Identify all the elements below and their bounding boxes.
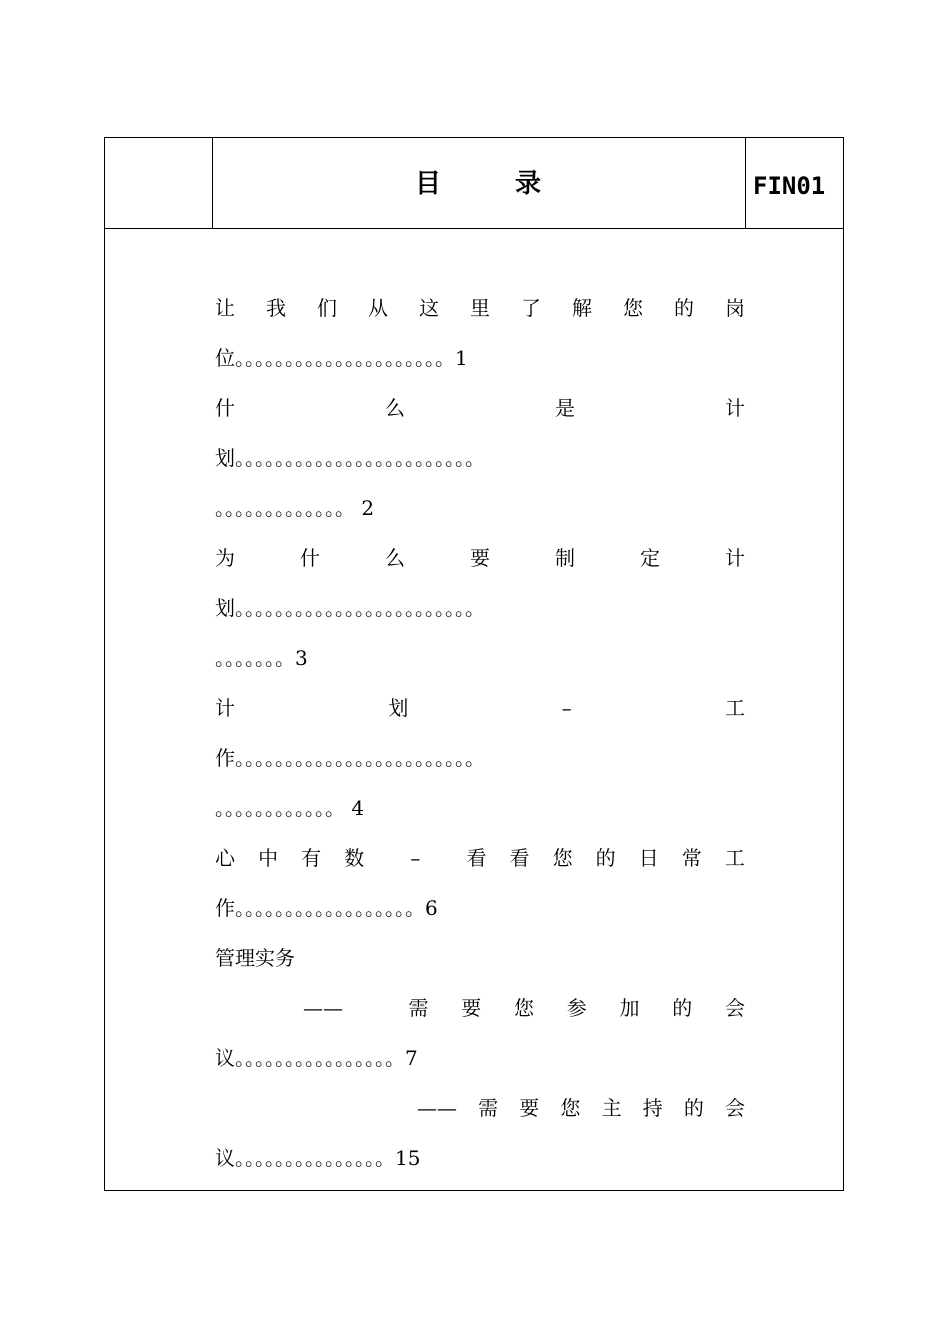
toc-title-char: 么 [385, 396, 405, 420]
toc-title-char: 工 [724, 696, 745, 720]
toc-title-char: 看 [466, 846, 487, 870]
toc-entry-leader: 。。。。。。。。。。。。 4 [215, 796, 365, 820]
toc-title-char: 制 [555, 546, 575, 570]
toc-entry-leader: 作。。。。。。。。。。。。。。。。。。。。。。。。 [215, 746, 485, 770]
toc-title-char: 您 [623, 296, 643, 320]
document-code: FIN01 [753, 172, 826, 200]
toc-title-char: 工 [724, 846, 745, 870]
toc-title-char: 里 [470, 296, 490, 320]
toc-title-char: – [410, 846, 421, 870]
toc-title-char: 主 [601, 1096, 622, 1120]
toc-title-char: 什 [300, 546, 320, 570]
toc-entry-leader: 议。。。。。。。。。。。。。。。。7 [215, 1046, 418, 1070]
toc-title-char: 解 [572, 296, 592, 320]
toc-title-char: 计 [725, 396, 745, 420]
toc-title-char: 您 [552, 846, 573, 870]
toc-title-char: 的 [683, 1096, 704, 1120]
toc-title-char: – [561, 696, 572, 720]
header-code-cell [746, 138, 843, 228]
toc-title-char: 参 [566, 996, 587, 1020]
toc-title-char: 了 [521, 296, 541, 320]
toc-title-char: —— [417, 1096, 457, 1120]
toc-title-char: 要 [461, 996, 482, 1020]
toc-title-char: —— [303, 996, 343, 1020]
toc-title-char: 岗 [725, 296, 745, 320]
toc-title-char: 持 [642, 1096, 663, 1120]
toc-entry[interactable] [215, 933, 745, 983]
header-row [105, 138, 843, 229]
toc-entry[interactable] [215, 283, 745, 383]
toc-entry-leader: 划。。。。。。。。。。。。。。。。。。。。。。。。 [215, 446, 485, 470]
toc-entry-leader: 划。。。。。。。。。。。。。。。。。。。。。。。。 [215, 596, 485, 620]
toc-title-char: 的 [672, 996, 693, 1020]
toc-title-char: 计 [725, 546, 745, 570]
toc-title-char: 要 [470, 546, 490, 570]
toc-entry-leader: 。。。。。。。3 [215, 646, 308, 670]
toc-title-char: 们 [317, 296, 337, 320]
document-frame [104, 137, 844, 1191]
toc-title-char: 计 [215, 696, 235, 720]
toc-title-char: 什 [215, 396, 235, 420]
toc-title-char: 心 [215, 846, 235, 870]
toc-heading: 管理实务 [215, 946, 295, 970]
toc-entry[interactable] [215, 383, 745, 533]
toc-title-char: 需 [478, 1096, 499, 1120]
header-title-cell [213, 138, 746, 228]
toc-title-char: 需 [408, 996, 429, 1020]
toc-entry-leader: 议。。。。。。。。。。。。。。。15 [215, 1146, 421, 1170]
toc-title-char: 看 [509, 846, 530, 870]
toc-title-char: 要 [519, 1096, 540, 1120]
title-char-1: 目 [415, 169, 442, 199]
title-char-2: 录 [515, 169, 542, 199]
toc-title-char: 您 [560, 1096, 581, 1120]
toc-entry-title [215, 1083, 745, 1133]
toc-entry-leader: 位。。。。。。。。。。。。。。。。。。。。。1 [215, 346, 468, 370]
toc-title-char: 这 [419, 296, 439, 320]
toc-title-char: 定 [640, 546, 660, 570]
toc-title-char: 会 [724, 1096, 745, 1120]
toc-title-char: 为 [215, 546, 235, 570]
toc-title-char: 是 [555, 396, 575, 420]
toc-entry[interactable] [215, 533, 745, 683]
toc-title-char: 的 [595, 846, 616, 870]
toc-title-char: 中 [258, 846, 279, 870]
toc-entry-title [215, 383, 745, 433]
toc-title-char: 您 [514, 996, 534, 1020]
page-title [213, 168, 745, 200]
toc-title-char: 数 [344, 846, 365, 870]
toc-title-char: 会 [725, 996, 745, 1020]
toc-title-char: 有 [301, 846, 322, 870]
toc-title-char: 从 [368, 296, 388, 320]
toc-entry[interactable] [215, 983, 745, 1083]
toc-title-char: 加 [619, 996, 640, 1020]
toc-entry[interactable] [215, 1083, 745, 1183]
toc-entry[interactable] [215, 833, 745, 933]
table-of-contents [215, 283, 745, 1183]
toc-entry[interactable] [215, 683, 745, 833]
toc-title-char: 常 [681, 846, 702, 870]
toc-title-char: 的 [674, 296, 694, 320]
toc-entry-title [215, 683, 745, 733]
toc-entry-title [215, 983, 745, 1033]
toc-title-char: 日 [638, 846, 659, 870]
toc-title-char: 让 [215, 296, 235, 320]
toc-entry-title [215, 833, 745, 883]
toc-title-char: 么 [385, 546, 405, 570]
toc-title-char: 我 [266, 296, 286, 320]
toc-title-char: 划 [388, 696, 409, 720]
toc-entry-leader: 。。。。。。。。。。。。。 2 [215, 496, 375, 520]
toc-entry-title [215, 283, 745, 333]
toc-entry-leader: 作。。。。。。。。。。。。。。。。。。6 [215, 896, 438, 920]
toc-entry-title [215, 533, 745, 583]
header-logo-cell [105, 138, 213, 228]
